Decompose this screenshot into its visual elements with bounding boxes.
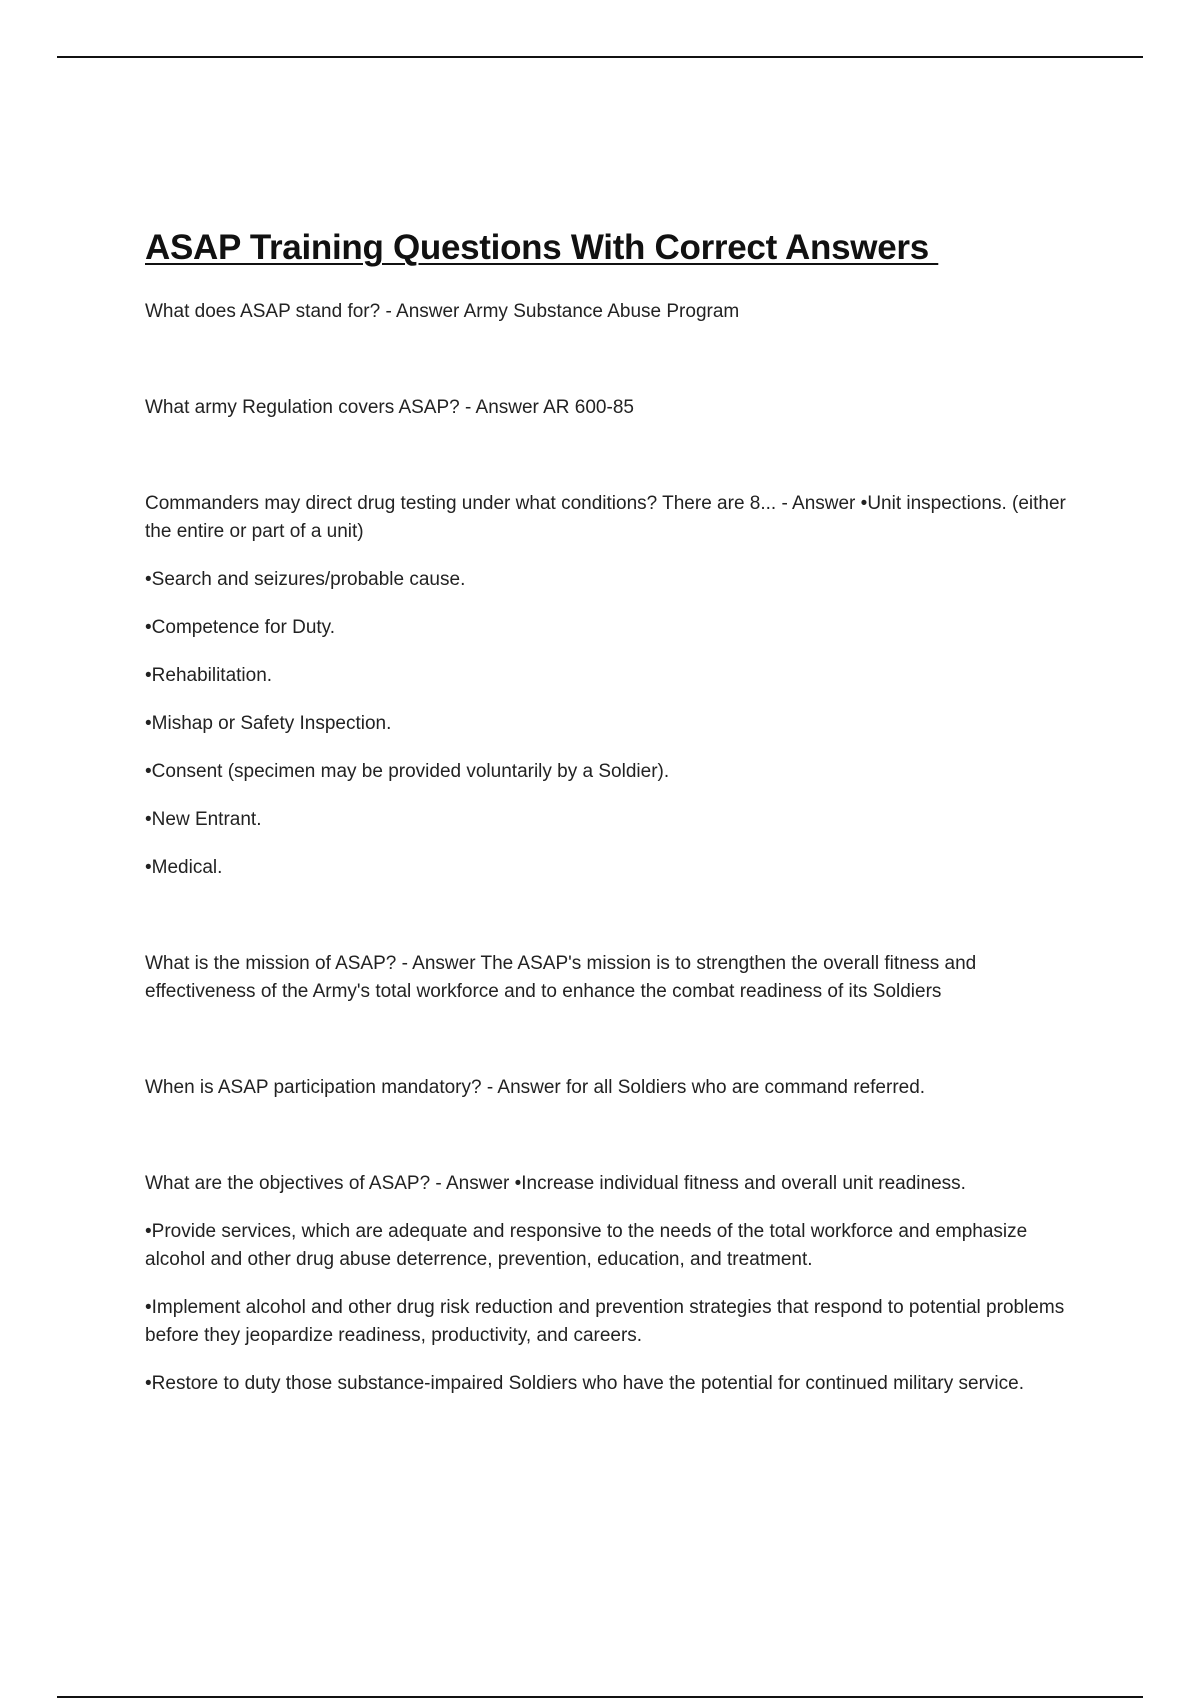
bullet-item: •Mishap or Safety Inspection. — [145, 713, 392, 734]
bottom-rule — [57, 1696, 1143, 1698]
qa-text: When is ASAP participation mandatory? - Answer for all Soldiers who are command referred. — [145, 1077, 926, 1098]
qa-text: What army Regulation covers ASAP? - Answer AR 600-85 — [145, 397, 634, 418]
bullet-item: •Rehabilitation. — [145, 665, 273, 686]
top-rule — [57, 56, 1143, 58]
qa-item — [145, 950, 1085, 1006]
qa-item — [145, 490, 1085, 882]
qa-text: What does ASAP stand for? - Answer Army Substance Abuse Program — [145, 301, 740, 322]
bullet-item: •Competence for Duty. — [145, 617, 336, 638]
document-title: ASAP Training Questions With Correct Answers — [145, 228, 939, 267]
bullet-item: •Restore to duty those substance-impaired Soldiers who have the potential for continued military service. — [145, 1373, 1024, 1394]
qa-item — [145, 1074, 1085, 1102]
qa-text: What is the mission of ASAP? - Answer The ASAP's mission is to strengthen the overall fitness and effectiveness of the Army's total workforce and to enhance the combat readiness of its Soldiers — [145, 953, 977, 1002]
bullet-item: •Provide services, which are adequate and responsive to the needs of the total workforce and emphasize alcohol and other drug abuse deterrence, prevention, education, and treatment. — [145, 1221, 1028, 1270]
bullet-item: •Implement alcohol and other drug risk reduction and prevention strategies that respond to potential problems before they jeopardize readiness, productivity, and careers. — [145, 1297, 1065, 1346]
bullet-item: •Search and seizures/probable cause. — [145, 569, 466, 590]
qa-text: Commanders may direct drug testing under what conditions? There are 8... - Answer •Unit inspections. (either the entire or part of a unit) — [145, 493, 1066, 542]
document-body — [145, 224, 1085, 1466]
qa-item — [145, 1170, 1085, 1398]
bullet-item: •Medical. — [145, 857, 223, 878]
bullet-item: •New Entrant. — [145, 809, 262, 830]
qa-text: What are the objectives of ASAP? - Answer •Increase individual fitness and overall unit readiness. — [145, 1173, 966, 1194]
qa-item — [145, 298, 1085, 326]
bullet-item: •Consent (specimen may be provided voluntarily by a Soldier). — [145, 761, 670, 782]
qa-item — [145, 394, 1085, 422]
